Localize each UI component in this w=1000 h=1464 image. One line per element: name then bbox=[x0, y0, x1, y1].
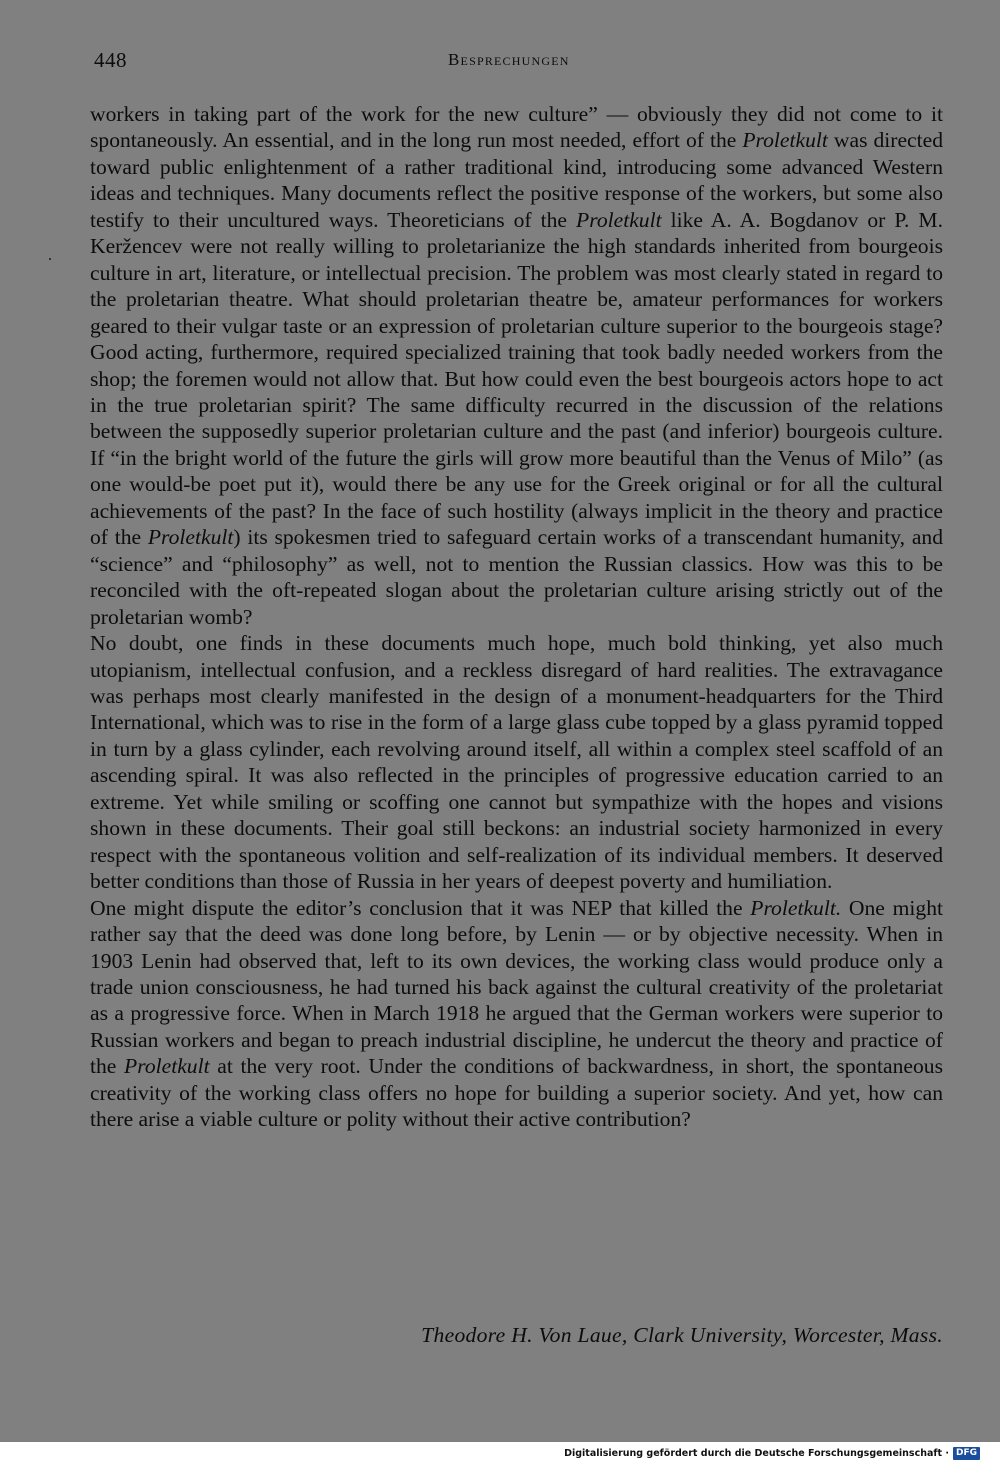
text-run: No doubt, one finds in these documents much hope, much bold thinking, yet also much utopianism, intellectual confusion, and a reckless disregard of hard realities. The extravagance was perhaps most clearly manifested in the design of a monument-headquarters for the Third International, which was to rise in the form of a large glass cube topped by a glass pyramid topped in turn by a glass cylinder, each revolving around itself, all within a complex steel scaffold of an ascending spiral. It was also reflected in the principles of progressive education carried to an extreme. Yet while smiling or scoffing one cannot but sympathize with the hopes and visions shown in these documents. Their goal still beckons: an industrial society harmonized in every respect with the spontaneous volition and self-realization of its individual members. It deserved better conditions than those of Russia in her years of deepest poverty and humiliation. bbox=[90, 631, 943, 894]
italic-term: Proletkult bbox=[147, 525, 234, 550]
running-head: Besprechungen bbox=[448, 50, 570, 69]
italic-term: Proletkult bbox=[742, 128, 828, 153]
text-run: was directed toward public enlightenment of a rather traditional kind, introducing some advanced Western ideas and techniques. Many documents reflect the positive response of the workers, but some also testify to their uncultured ways. Theoreticians of the bbox=[90, 128, 943, 232]
text-run: like A. A. Bogdanov or P. M. Keržencev were not really willing to proletarianize the high standards inherited from bourgeois culture in art, literature, or intellectual precision. The problem was most clearly stated in regard to the proletarian theatre. What should proletarian theatre be, amateur performances for workers geared to their vulgar taste or an expression of proletarian culture superior to the bourgeois stage? Good acting, furthermore, required specialized training that took badly needed workers from the shop; the foremen would not allow that. But how could even the best bourgeois actors hope to act in the true proletarian spirit? The same difficulty recurred in the discussion of the relations between the supposedly superior proletarian culture and the past (and inferior) bourgeois culture. If “in the bright world of the future the girls will grow more beautiful than the Venus of Milo” (as one would-be poet put it), would there be any use for the Greek original or for all the cultural achievements of the past? In the face of such hostility (always implicit in the theory and practice of the bbox=[90, 207, 944, 550]
reviewer-signature: Theodore H. Von Laue, Clark University, Worcester, Mass. bbox=[421, 1323, 943, 1347]
italic-term: Proletkult bbox=[124, 1054, 210, 1079]
credit-text: Digitalisierung gefördert durch die Deutsche Forschungsgemeinschaft · bbox=[564, 1447, 949, 1459]
text-run: workers in taking part of the work for the new culture” — obviously they did not come to it spontaneously. An essential, and in the long run most needed, effort of the bbox=[90, 102, 943, 153]
paragraph bbox=[90, 895, 943, 1133]
italic-term: Proletkult bbox=[576, 207, 662, 232]
digitization-credit bbox=[564, 1446, 980, 1460]
paragraph bbox=[90, 101, 943, 630]
paragraph bbox=[90, 630, 943, 895]
dfg-logo: DFG bbox=[953, 1447, 980, 1460]
margin-speck bbox=[49, 258, 51, 260]
italic-term: Proletkult. bbox=[750, 895, 842, 920]
review-body bbox=[90, 101, 943, 1133]
text-run: at the very root. Under the conditions of backwardness, in short, the spontaneous creativity of the working class offers no hope for building a superior society. And yet, how can there arise a viable culture or polity without their active contribution? bbox=[90, 1054, 943, 1132]
text-run: ) its spokesmen tried to safeguard certain works of a transcendant humanity, and “science” and “philosophy” as well, not to mention the Russian classics. How was this to be reconciled with the oft-repeated slogan about the proletarian culture arising strictly out of the proletarian womb? bbox=[90, 525, 943, 629]
text-run: One might dispute the editor’s conclusion that it was NEP that killed the bbox=[90, 895, 751, 920]
text-run: One might rather say that the deed was done long before, by Lenin — or by objective necessity. When in 1903 Lenin had observed that, left to its own devices, the working class would produce only a trade union consciousness, he had turned his back against the cultural creativity of the proletariat as a progressive force. When in March 1918 he argued that the German workers were superior to Russian workers and began to preach industrial discipline, he undercut the theory and practice of the bbox=[90, 895, 943, 1079]
page-number: 448 bbox=[94, 48, 127, 72]
